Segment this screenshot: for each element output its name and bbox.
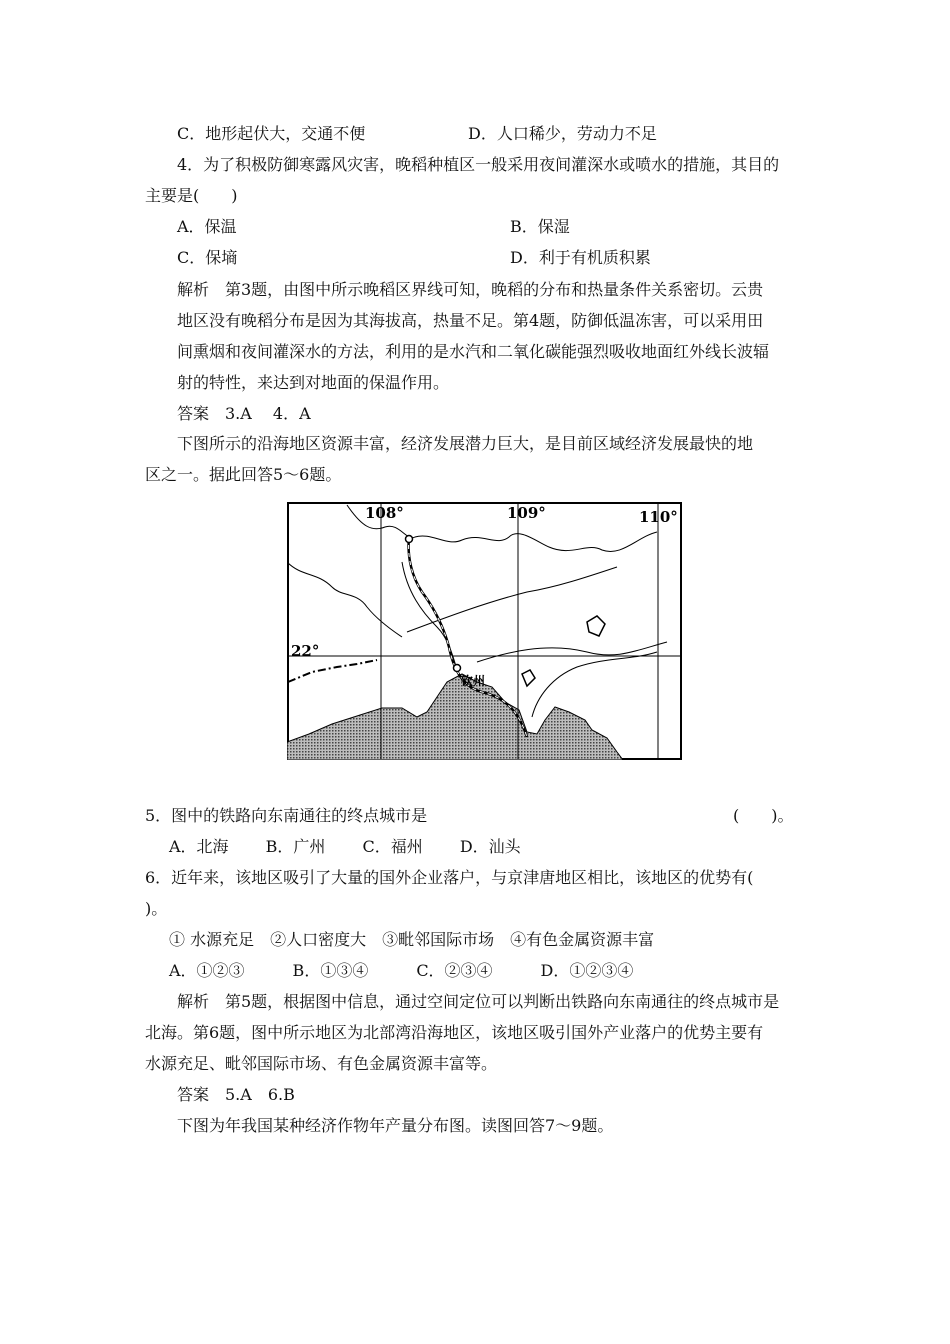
intro-3: 下图为年我国某种经济作物年产量分布图。读图回答7～9题。 [177, 1116, 614, 1135]
intro-2-line-1: 下图所示的沿海地区资源丰富，经济发展潜力巨大，是目前区域经济发展最快的地 [177, 434, 754, 453]
city-marker-qinzhou [454, 665, 461, 672]
lat-label-22: 22° [291, 642, 320, 660]
lon-label-108: 108° [365, 504, 404, 522]
q4-option-a: A．保温 [177, 217, 237, 236]
lon-label-110: 110° [639, 508, 678, 526]
coastal-region-map [287, 502, 682, 760]
q5-stem: 5．图中的铁路向东南通往的终点城市是 [145, 806, 428, 825]
analysis-1-line-3: 间熏烟和夜间灌深水的方法，利用的是水汽和二氧化碳能强烈吸收地面红外线长波辐 [177, 342, 770, 361]
city-label-qinzhou: 钦州 [461, 674, 486, 688]
q6-options: A．①②③ B．①③④ C．②③④ D．①②③④ [169, 961, 634, 980]
q6-stem-line-2: )。 [145, 899, 168, 918]
answer-2: 答案 5.A 6.B [177, 1085, 295, 1104]
analysis-2-line-3: 水源充足、毗邻国际市场、有色金属资源丰富等。 [145, 1054, 498, 1073]
q3-option-c: C．地形起伏大，交通不便 [177, 124, 366, 143]
q4-stem-line-2: 主要是( ) [145, 186, 238, 205]
q6-stem-line-1: 6．近年来，该地区吸引了大量的国外企业落户，与京津唐地区相比，该地区的优势有( [145, 868, 754, 887]
analysis-1-line-1: 解析 第3题，由图中所示晚稻区界线可知，晚稻的分布和热量条件关系密切。云贵 [177, 280, 764, 299]
q4-option-d: D．利于有机质积累 [510, 248, 651, 267]
analysis-1-line-2: 地区没有晚稻分布是因为其海拔高，热量不足。第4题，防御低温冻害，可以采用田 [177, 311, 764, 330]
lon-label-109: 109° [507, 504, 546, 522]
answer-1: 答案 3.A 4．A [177, 404, 311, 423]
q5-bracket: ( )。 [733, 806, 794, 825]
intro-2-line-2: 区之一。据此回答5～6题。 [145, 465, 342, 484]
q4-option-b: B．保湿 [510, 217, 570, 236]
analysis-2-line-2: 北海。第6题，图中所示地区为北部湾沿海地区，该地区吸引国外产业落户的优势主要有 [145, 1023, 764, 1042]
q4-option-c: C．保墒 [177, 248, 238, 267]
q3-option-d: D．人口稀少，劳动力不足 [468, 124, 657, 143]
analysis-1-line-4: 射的特性，来达到对地面的保温作用。 [177, 373, 450, 392]
q6-items: ① 水源充足 ②人口密度大 ③毗邻国际市场 ④有色金属资源丰富 [169, 930, 655, 949]
city-marker-north [406, 536, 413, 543]
map-svg [287, 502, 682, 760]
q5-options: A．北海 B．广州 C．福州 D．汕头 [169, 837, 521, 856]
analysis-2-line-1: 解析 第5题，根据图中信息，通过空间定位可以判断出铁路向东南通往的终点城市是 [177, 992, 780, 1011]
q4-stem-line-1: 4．为了积极防御寒露风灾害，晚稻种植区一般采用夜间灌深水或喷水的措施，其目的 [177, 155, 780, 174]
